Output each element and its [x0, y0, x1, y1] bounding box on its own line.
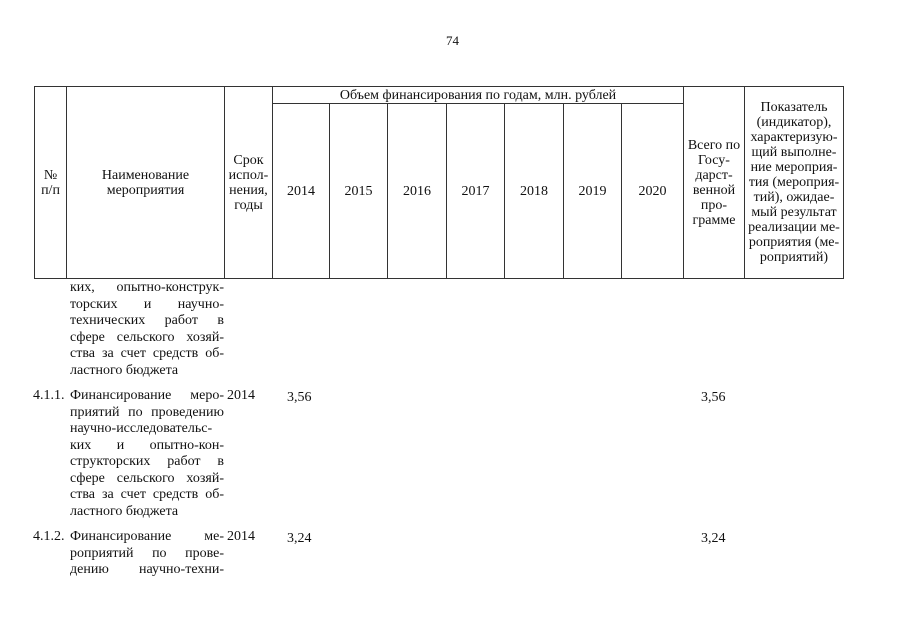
- text-line: приятий по проведению: [70, 404, 224, 420]
- header-year: 2020: [622, 104, 684, 279]
- text-line: ластного бюджета: [70, 503, 179, 519]
- text-line: Финансирование ме-: [70, 529, 224, 544]
- text-line: торских и научно-: [70, 296, 224, 312]
- row-number: 4.1.1.: [33, 388, 65, 403]
- header-term: Срок испол-нения, годы: [225, 87, 273, 279]
- row-name: [70, 529, 224, 579]
- text-line: сфере сельского хозяй-: [70, 329, 224, 345]
- text-line: ких и опытно-кон-: [70, 437, 224, 453]
- text-line: технических работ в: [70, 313, 224, 328]
- header-year: 2018: [505, 104, 564, 279]
- row-term: 2014: [227, 529, 255, 544]
- row-total: 3,24: [701, 531, 726, 546]
- header-year: 2016: [388, 104, 447, 279]
- row-term: 2014: [227, 388, 255, 403]
- header-indicator: Показатель (индикатор), характеризую-щий выполне-ние мероприя-тия (мероприя-тий), ожидае-мый результат реализации ме-роприятия (ме-роприятий): [745, 87, 844, 279]
- row-value-2014: 3,56: [287, 390, 312, 405]
- header-year: 2019: [564, 104, 622, 279]
- row-value-2014: 3,24: [287, 531, 312, 546]
- continuation-text: [70, 280, 224, 379]
- row-total: 3,56: [701, 390, 726, 405]
- text-line: сфере сельского хозяй-: [70, 470, 224, 486]
- header-year: 2015: [330, 104, 388, 279]
- header-year: 2014: [273, 104, 330, 279]
- text-line: ства за счет средств об-: [70, 346, 224, 361]
- text-line: структорских работ в: [70, 454, 224, 469]
- header-year: 2017: [447, 104, 505, 279]
- header-name: Наименование мероприятия: [67, 87, 225, 279]
- page-number: 74: [446, 33, 459, 48]
- text-line: ких, опытно-конструк-: [70, 280, 224, 295]
- text-line: дению научно-техни-: [70, 562, 224, 577]
- header-total: Всего по Госу-дарст-венной про-грамме: [684, 87, 745, 279]
- header-funding: Объем финансирования по годам, млн. рублей: [273, 87, 684, 104]
- text-line: роприятий по прове-: [70, 545, 224, 561]
- header-num: № п/п: [35, 87, 67, 279]
- text-line: ства за счет средств об-: [70, 487, 224, 502]
- row-name: [70, 388, 224, 520]
- row-number: 4.1.2.: [33, 529, 65, 544]
- text-line: научно-исследовательс-: [70, 421, 213, 436]
- text-line: ластного бюджета: [70, 362, 179, 378]
- text-line: Финансирование меро-: [70, 388, 224, 403]
- table-header: [34, 86, 844, 279]
